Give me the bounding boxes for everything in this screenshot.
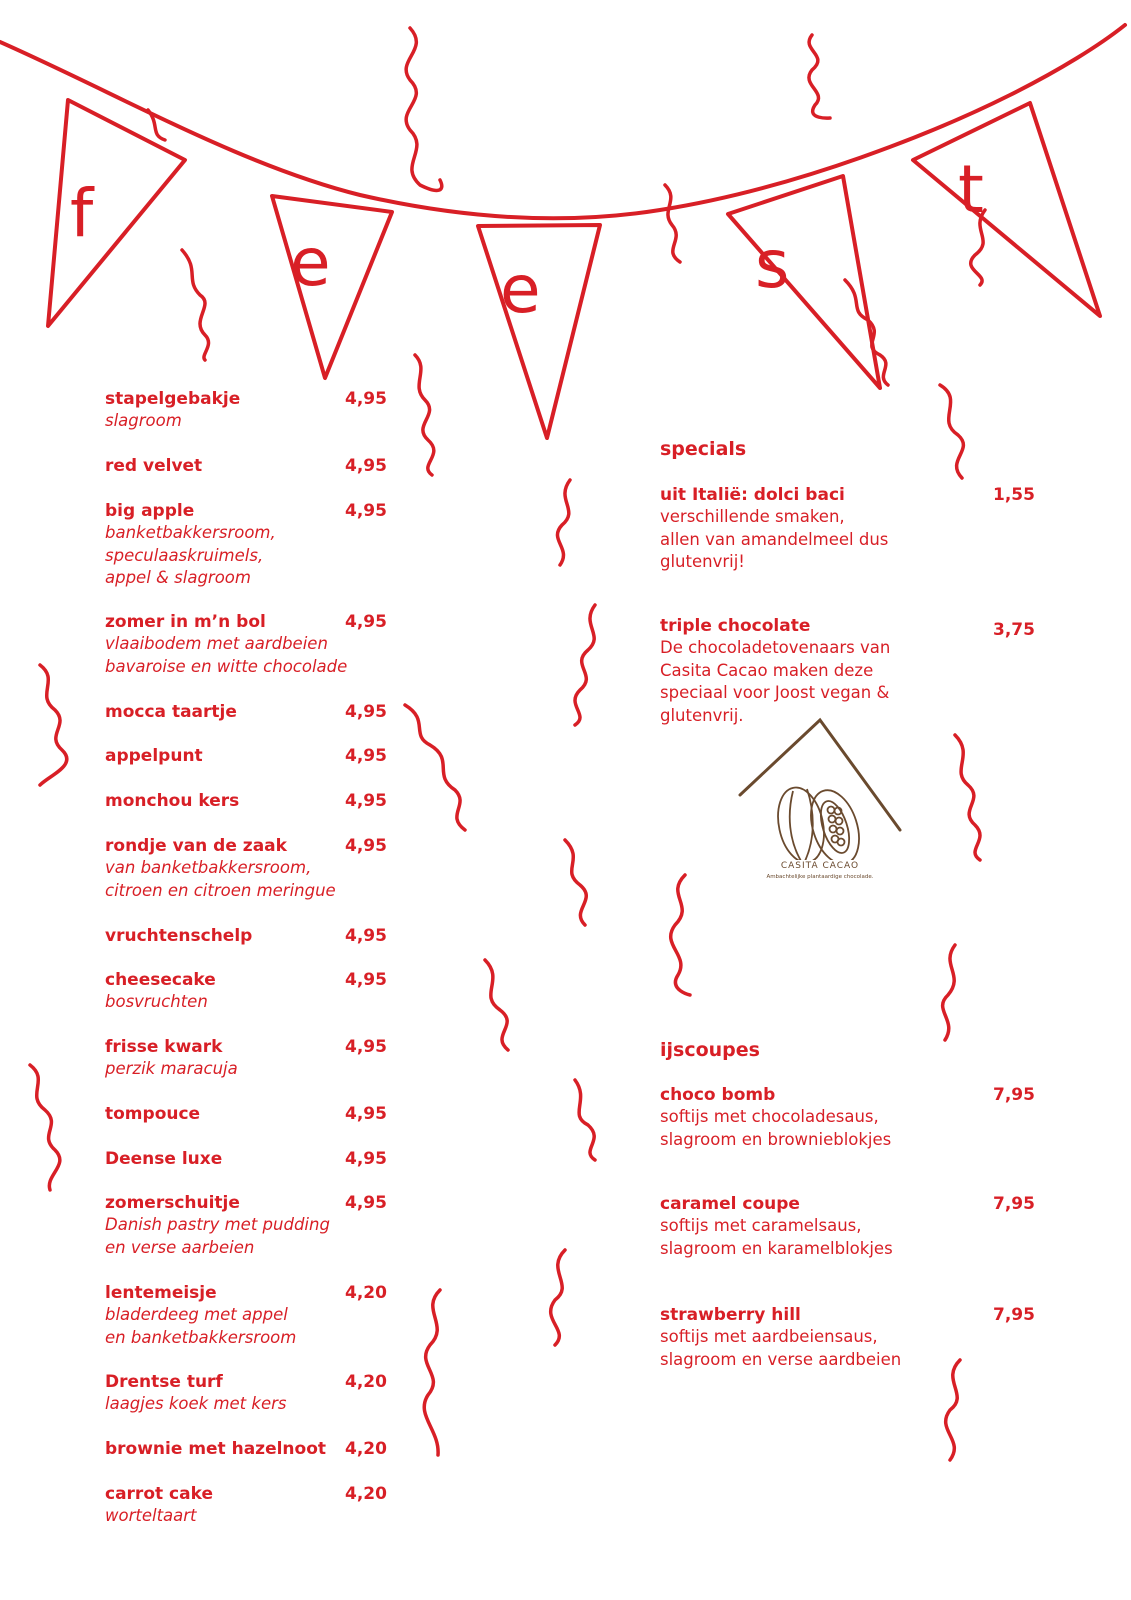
cake-item-stapelgebakje	[105, 388, 240, 433]
cake-name: carrot cake	[105, 1484, 213, 1504]
cake-item-carrot-cake	[105, 1483, 213, 1528]
special-desc: glutenvrij!	[660, 552, 745, 571]
cake-item-brownie-met-hazelnoot	[105, 1438, 326, 1460]
cake-price: 4,95	[345, 970, 387, 990]
ijscoupe-name: choco bomb	[660, 1085, 776, 1105]
cake-price: 4,95	[345, 1104, 387, 1124]
cake-item-appelpunt	[105, 745, 203, 767]
cake-desc: bladerdeeg met appel	[105, 1305, 288, 1324]
cake-item-big-apple	[105, 500, 276, 590]
ijscoupe-price: 7,95	[993, 1085, 1035, 1105]
cake-price: 4,20	[345, 1372, 387, 1392]
cake-name: frisse kwark	[105, 1037, 223, 1057]
special-desc: verschillende smaken,	[660, 507, 845, 526]
cacao-house-icon	[735, 715, 905, 860]
ijscoupe-name: caramel coupe	[660, 1194, 800, 1214]
cake-item-lentemeisje	[105, 1282, 296, 1349]
cake-desc: appel & slagroom	[105, 568, 251, 587]
cake-price: 4,95	[345, 926, 387, 946]
cake-name: lentemeisje	[105, 1283, 217, 1303]
logo-name: CASITA CACAO	[780, 861, 860, 871]
ijscoupe-desc: softijs met chocoladesaus,	[660, 1107, 879, 1126]
specials-title: specials	[660, 438, 747, 460]
special-desc: allen van amandelmeel dus	[660, 529, 889, 549]
ijscoupes-title: ijscoupes	[660, 1039, 760, 1061]
cake-name: big apple	[105, 501, 195, 521]
cake-name: brownie met hazelnoot	[105, 1439, 327, 1459]
special-desc: glutenvrij.	[660, 705, 744, 725]
casita-cacao-logo	[735, 715, 905, 915]
ijscoupe-name: strawberry hill	[660, 1305, 801, 1325]
cake-price: 4,20	[345, 1283, 387, 1303]
cake-desc: Danish pastry met pudding	[105, 1215, 330, 1234]
cake-price: 4,95	[345, 1037, 387, 1057]
flag-letter-e1: e	[290, 224, 331, 301]
cake-price: 4,95	[345, 389, 387, 409]
ijscoupe-desc: softijs met caramelsaus,	[660, 1216, 862, 1235]
cake-name: monchou kers	[105, 791, 240, 811]
cake-price: 4,95	[345, 702, 387, 722]
cake-item-zomer-in-mn-bol	[105, 611, 347, 678]
cake-desc: vlaaibodem met aardbeien	[105, 634, 328, 653]
ijscoupe-desc: slagroom en karamelblokjes	[660, 1238, 893, 1258]
flag-s-shape	[728, 176, 880, 388]
cake-name: Drentse turf	[105, 1372, 223, 1392]
cake-price: 4,95	[345, 1149, 387, 1169]
cake-price: 4,95	[345, 746, 387, 766]
ijscoupe-item-strawberry-hill	[660, 1304, 901, 1371]
cake-name: Deense luxe	[105, 1149, 223, 1169]
ijscoupe-price: 7,95	[993, 1194, 1035, 1214]
ijscoupe-desc: slagroom en verse aardbeien	[660, 1349, 902, 1369]
cake-item-frisse-kwark	[105, 1036, 238, 1081]
cake-name: appelpunt	[105, 746, 203, 766]
cake-item-drentse-turf	[105, 1371, 286, 1416]
cake-name: red velvet	[105, 456, 203, 476]
ijscoupe-desc: slagroom en brownieblokjes	[660, 1129, 892, 1149]
cake-desc: citroen en citroen meringue	[105, 880, 336, 900]
cake-desc: bavaroise en witte chocolade	[105, 656, 348, 676]
cake-name: stapelgebakje	[105, 389, 241, 409]
cake-name: vruchtenschelp	[105, 926, 253, 946]
cake-name: mocca taartje	[105, 702, 237, 722]
cake-name: zomer in m’n bol	[105, 612, 266, 632]
ijscoupe-item-caramel-coupe	[660, 1193, 893, 1260]
special-item-triple-chocolate	[660, 615, 890, 727]
ijscoupe-desc: softijs met aardbeiensaus,	[660, 1327, 878, 1346]
cake-item-red-velvet	[105, 455, 202, 477]
cake-price: 4,95	[345, 1193, 387, 1213]
special-price: 3,75	[993, 620, 1035, 640]
cake-name: tompouce	[105, 1104, 201, 1124]
cake-item-deense-luxe	[105, 1148, 222, 1170]
cake-desc: van banketbakkersroom,	[105, 858, 312, 877]
ijscoupe-price: 7,95	[993, 1305, 1035, 1325]
flag-f-shape	[48, 100, 185, 326]
flag-letter-e2: e	[500, 251, 541, 328]
cake-name: cheesecake	[105, 970, 216, 990]
cake-desc: en verse aarbeien	[105, 1237, 255, 1257]
cake-name: rondje van de zaak	[105, 836, 287, 856]
cake-desc: slagroom	[105, 411, 182, 430]
bunting-string	[0, 25, 1125, 218]
cake-item-monchou-kers	[105, 790, 239, 812]
cake-item-cheesecake	[105, 969, 216, 1014]
cake-item-mocca-taartje	[105, 701, 237, 723]
flag-letter-t: t	[958, 151, 984, 228]
special-desc: speciaal voor Joost vegan &	[660, 683, 890, 702]
flag-letter-s: s	[755, 226, 790, 303]
cake-desc: banketbakkersroom,	[105, 523, 276, 542]
cake-item-vruchtenschelp	[105, 925, 252, 947]
cake-price: 4,95	[345, 501, 387, 521]
cake-desc: en banketbakkersroom	[105, 1327, 297, 1347]
cake-name: zomerschuitje	[105, 1193, 240, 1213]
flag-letter-f: f	[70, 175, 94, 252]
cake-price: 4,95	[345, 791, 387, 811]
cake-price: 4,20	[345, 1439, 387, 1459]
cake-item-rondje-van-de-zaak	[105, 835, 336, 902]
cake-desc: speculaaskruimels,	[105, 545, 264, 565]
cake-price: 4,95	[345, 456, 387, 476]
cake-price: 4,20	[345, 1484, 387, 1504]
cake-price: 4,95	[345, 612, 387, 632]
special-price: 1,55	[993, 485, 1035, 505]
cake-desc: laagjes koek met kers	[105, 1394, 287, 1413]
ijscoupe-item-choco-bomb	[660, 1084, 891, 1151]
cake-price: 4,95	[345, 836, 387, 856]
flag-t-shape	[913, 103, 1100, 316]
cake-desc: worteltaart	[105, 1506, 197, 1525]
special-item-dolci-baci	[660, 484, 888, 574]
special-name: uit Italië: dolci baci	[660, 485, 845, 505]
cake-desc: perzik maracuja	[105, 1059, 238, 1078]
special-name: triple chocolate	[660, 616, 811, 636]
logo-tagline: Ambachtelijke plantaardige chocolade.	[766, 874, 874, 880]
cake-item-tompouce	[105, 1103, 200, 1125]
special-desc: Casita Cacao maken deze	[660, 660, 874, 680]
cake-item-zomerschuitje	[105, 1192, 330, 1259]
cake-desc: bosvruchten	[105, 992, 208, 1011]
special-desc: De chocoladetovenaars van	[660, 638, 891, 657]
